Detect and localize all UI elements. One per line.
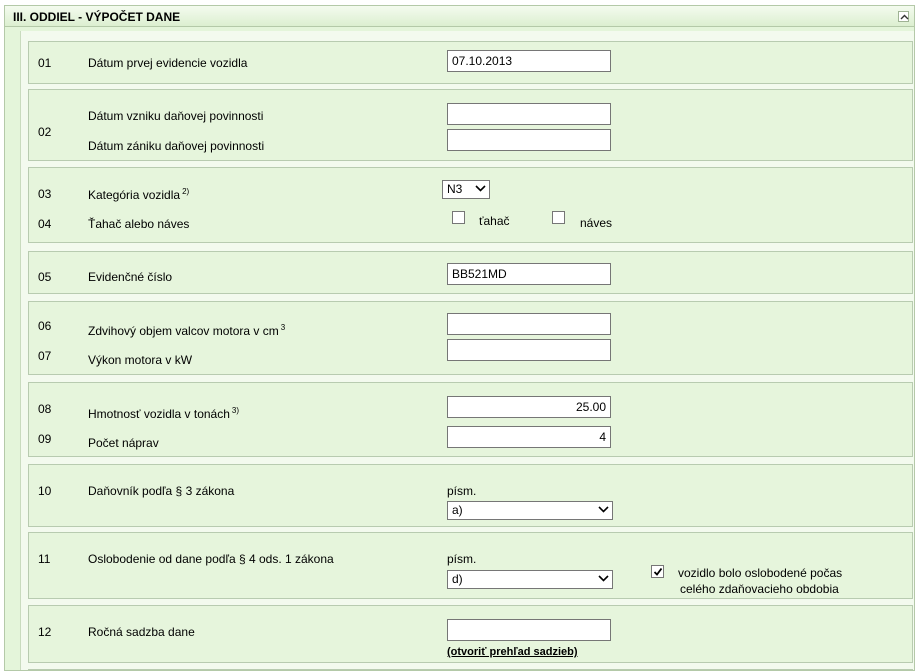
vehicle-category-select[interactable] [442,180,490,199]
selected-value: N3 [447,182,463,196]
row-number: 12 [38,625,52,639]
panel-header[interactable] [5,6,914,27]
row-11 [28,532,913,599]
liability-end-label: Dátum zániku daňovej povinnosti [88,139,265,153]
row-06-07 [28,301,913,375]
trailer-checkbox[interactable] [552,211,565,224]
liability-start-label: Dátum vzniku daňovej povinnosti [88,109,264,123]
section-title: III. ODDIEL - VÝPOČET DANE [13,10,181,24]
vehicle-category-label: Kategória vozidla $^{2)}$ [88,187,190,202]
row-12 [28,605,913,663]
row-03-04 [28,167,913,243]
chevron-down-icon [598,506,609,513]
registration-number-input[interactable]: BB521MD [447,263,611,285]
axle-count-label: Počet náprav [88,436,159,450]
row-number: 07 [38,349,52,363]
tractor-option-label: ťahač [479,214,510,228]
checkmark-icon [653,567,663,577]
trailer-option-label: náves [580,216,613,230]
row-number: 06 [38,319,52,333]
tractor-checkbox[interactable] [452,211,465,224]
exempt-description-line1: vozidlo bolo oslobodené počas [678,566,843,580]
annual-tax-rate-input[interactable] [447,619,611,641]
row-08-09 [28,382,913,457]
row-02 [28,89,913,161]
engine-power-label: Výkon motora v kW [88,353,193,367]
row-number: 10 [38,484,52,498]
collapse-button[interactable] [898,11,909,22]
exemption-letter-select[interactable] [447,570,613,589]
row-number: 01 [38,56,52,70]
letter-label: písm. [447,552,477,566]
first-registration-date-input[interactable]: 07.10.2013 [447,50,611,72]
form-body [20,31,915,671]
chevron-up-icon [900,14,909,20]
engine-power-input[interactable] [447,339,611,361]
whole-period-exempt-checkbox[interactable] [651,565,664,578]
letter-label: písm. [447,484,477,498]
vehicle-weight-input[interactable]: 25.00 [447,396,611,418]
row-01 [28,41,913,84]
engine-displacement-input[interactable] [447,313,611,335]
annual-tax-rate-label: Ročná sadzba dane [88,625,195,639]
taxpayer-letter-select[interactable] [447,501,613,520]
row-number: 03 [38,187,52,201]
chevron-down-icon [598,575,609,582]
liability-end-date-input[interactable] [447,129,611,151]
row-number: 05 [38,270,52,284]
engine-displacement-label: Zdvihový objem valcov motora v cm $^3$ [88,323,286,338]
row-number: 04 [38,217,52,231]
chevron-down-icon [475,185,486,192]
liability-start-date-input[interactable] [447,103,611,125]
row-number: 11 [38,552,51,566]
registration-number-label: Evidenčné číslo [88,270,173,284]
row-10 [28,464,913,527]
exempt-description-line2: celého zdaňovacieho obdobia [680,582,839,596]
open-rates-overview-link[interactable]: (otvoriť prehľad sadzieb) [447,646,578,658]
tax-calculation-panel [4,5,915,671]
selected-value: d) [452,572,463,586]
row-05 [28,251,913,294]
taxpayer-label: Daňovník podľa § 3 zákona [88,484,235,498]
axle-count-input[interactable]: 4 [447,426,611,448]
selected-value: a) [452,503,463,517]
first-registration-label: Dátum prvej evidencie vozidla [88,56,248,70]
vehicle-weight-label: Hmotnosť vozidla v tonách $^{3)}$ [88,406,240,421]
tax-exemption-label: Oslobodenie od dane podľa § 4 ods. 1 zákona [88,552,334,566]
row-number: 02 [38,125,52,139]
row-number: 09 [38,432,52,446]
tractor-or-trailer-label: Ťahač alebo náves [88,217,190,231]
row-number: 08 [38,402,52,416]
